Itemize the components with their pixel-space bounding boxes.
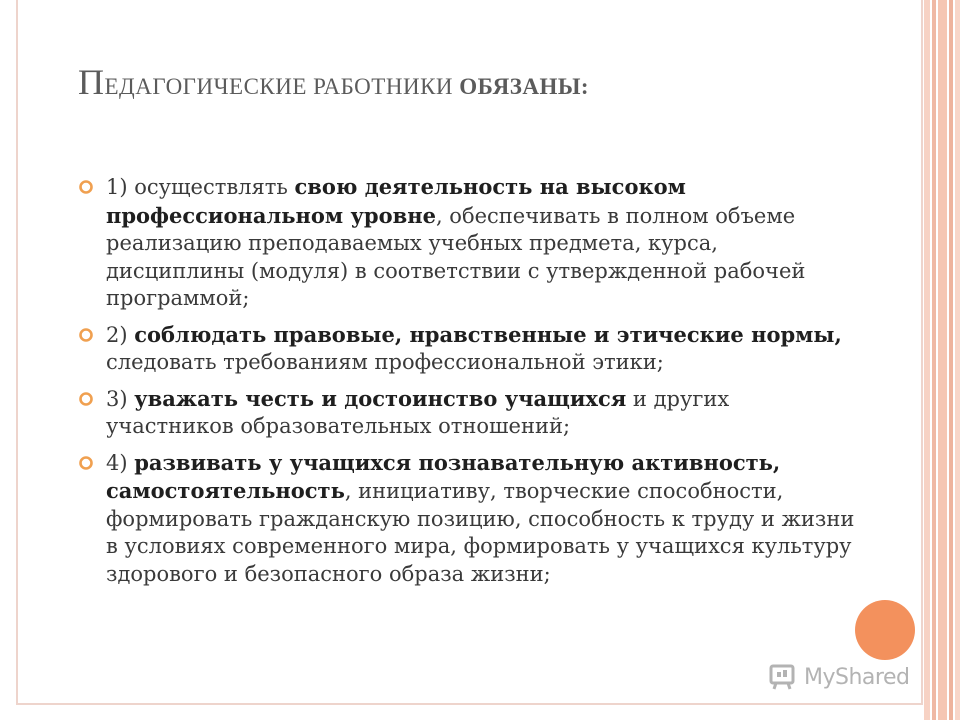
item-bold: соблюдать правовые, нравственные и этические нормы, [134,321,842,347]
watermark-text: MyShared [804,664,910,690]
slide-title [78,62,838,107]
list-item [78,385,858,441]
item-prefix: 1) осуществлять [106,175,295,199]
list-item [78,449,858,589]
item-prefix: 3) [106,386,135,411]
list-item [78,321,858,377]
title-bold: ОБЯЗАНЫ: [459,74,590,99]
item-suffix: и других участников образовательных отношений; [106,386,730,438]
item-suffix: следовать требованиям профессиональной этики; [106,350,664,374]
decor-stripe [938,0,947,720]
title-initial: П [78,62,105,102]
item-bold: свою деятельность на высоком профессиональном уровне [106,174,686,228]
bullet-icon [78,179,94,195]
decor-stripe [924,0,930,720]
item-prefix: 4) [106,450,135,475]
item-suffix: , обеспечивать в полном объеме реализацию преподаваемых учебных предмета, курса, дисциплины (модуля) в соответствии с утвержденной рабочей программой; [106,203,806,310]
bullet-icon [78,391,94,407]
item-bold: уважать честь и достоинство учащихся [134,385,627,411]
list-item [78,173,858,313]
title-text: ЕДАГОГИЧЕСКИЕ РАБОТНИКИ [104,74,460,99]
bullet-icon [78,455,94,471]
decor-stripe [955,0,960,720]
myshared-logo-icon [768,663,798,691]
duties-list [78,173,858,596]
item-prefix: 2) [106,322,135,347]
myshared-watermark[interactable] [768,662,909,692]
decor-stripe [949,0,953,720]
item-suffix: , инициативу, творческие способности, формировать гражданскую позицию, способность к труду и жизни в условиях современного мира, формировать у учащихся культуру здорового и безопасного образа жизни; [106,479,855,586]
item-bold: развивать у учащихся познавательную активность, самостоятельность [106,449,781,503]
bullet-icon [78,327,94,343]
slide [16,0,923,705]
decor-circle [855,600,915,660]
decor-stripe [932,0,936,720]
